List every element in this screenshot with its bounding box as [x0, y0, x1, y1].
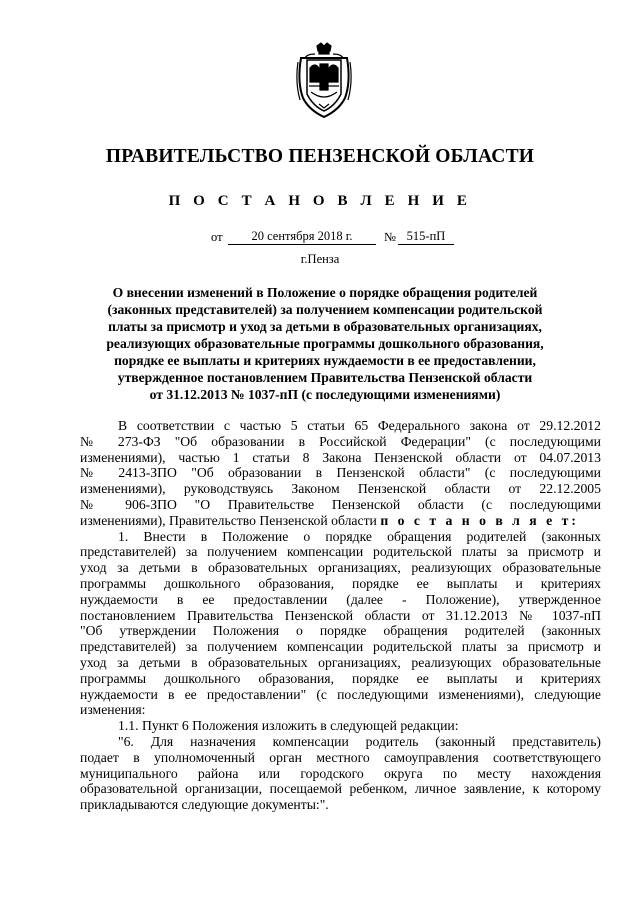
body-line: муниципального района или городского округа по месту нахождения [80, 765, 601, 781]
body-line: программы дошкольного образования, порядке ее выплаты и критериях [80, 670, 601, 686]
body-line: представителей) за получением компенсации родительской платы за присмотр и [80, 544, 601, 560]
body-line: постановлением Правительства Пензенской области от 31.12.2013 № 1037-пП [80, 607, 601, 623]
date-prefix: от [211, 230, 223, 244]
document-heading [95, 284, 555, 403]
number-sign: № [384, 230, 396, 244]
document-body [80, 418, 601, 813]
document-date: 20 сентября 2018 г. [251, 229, 353, 243]
body-line: № 906-ЗПО "О Правительстве Пензенской области (с последующими [80, 496, 601, 512]
resolution-word: п о с т а н о в л я е т: [380, 512, 579, 528]
body-line: "6. Для назначения компенсации родитель (законный представитель) [118, 733, 601, 749]
organization-title: ПРАВИТЕЛЬСТВО ПЕНЗЕНСКОЙ ОБЛАСТИ [105, 146, 535, 167]
body-line: № 273-ФЗ "Об образовании в Российской Федерации" (с последующими [80, 433, 601, 449]
coat-of-arms-icon [295, 42, 353, 120]
body-line [80, 513, 601, 529]
document-number: 515-пП [406, 229, 446, 243]
body-line-text: изменениями), Правительство Пензенской области [80, 512, 377, 528]
body-line: образовательной организации, посещаемой ребенком, личное заявление, к которому [80, 781, 601, 797]
body-line: № 2413-ЗПО "Об образовании в Пензенской области" (с последующими [80, 465, 601, 481]
body-line: представителей) за получением компенсации родительской платы за присмотр и [80, 639, 601, 655]
body-line: прикладываются следующие документы:". [80, 797, 329, 813]
heading-line: О внесении изменений в Положение о порядке обращения родителей [112, 285, 538, 300]
heading-line: платы за присмотр и уход за детьми в образовательных организациях, [108, 319, 542, 334]
heading-line: (законных представителей) за получением компенсации родительской [107, 302, 543, 317]
heading-line: порядке ее выплаты и критериях нуждаемости в ее предоставлении, [114, 353, 536, 368]
heading-line: утвержденное постановлением Правительства Пензенской области [117, 370, 533, 385]
body-line: изменениями), руководствуясь Законом Пензенской области от 22.12.2005 [80, 481, 601, 497]
body-line: 1. Внести в Положение о порядке обращения родителей (законных [118, 528, 601, 544]
heading-line: от 31.12.2013 № 1037-пП (с последующими изменениями) [149, 387, 501, 402]
body-line: нуждаемости в ее предоставлении (далее - Положение), утвержденное [80, 591, 601, 607]
city: г.Пенза [300, 252, 340, 266]
body-line: изменениями), частью 1 статьи 8 Закона Пензенской области от 04.07.2013 [80, 449, 601, 465]
document-type: П О С Т А Н О В Л Е Н И Е [168, 193, 472, 209]
body-line: программы дошкольного образования, порядке ее выплаты и критериях [80, 575, 601, 591]
body-line: В соответствии с частью 5 статьи 65 Федерального закона от 29.12.2012 [118, 418, 601, 433]
body-line: уход за детьми в образовательных организациях, реализующих образовательные [80, 560, 601, 576]
body-line: изменения: [80, 702, 146, 718]
heading-line: реализующих образовательные программы дошкольного образования, [106, 336, 544, 351]
body-line: подает в уполномоченный орган местного самоуправления соответствующего [80, 749, 601, 765]
body-line: нуждаемости в ее предоставлении" (с последующими изменениями), следующие [80, 686, 601, 702]
body-line: "Об утверждении Положения о порядке обращения родителей (законных [80, 623, 601, 639]
body-line: 1.1. Пункт 6 Положения изложить в следующей редакции: [118, 718, 459, 734]
body-line: уход за детьми в образовательных организациях, реализующих образовательные [80, 654, 601, 670]
date-number-line [0, 229, 640, 249]
